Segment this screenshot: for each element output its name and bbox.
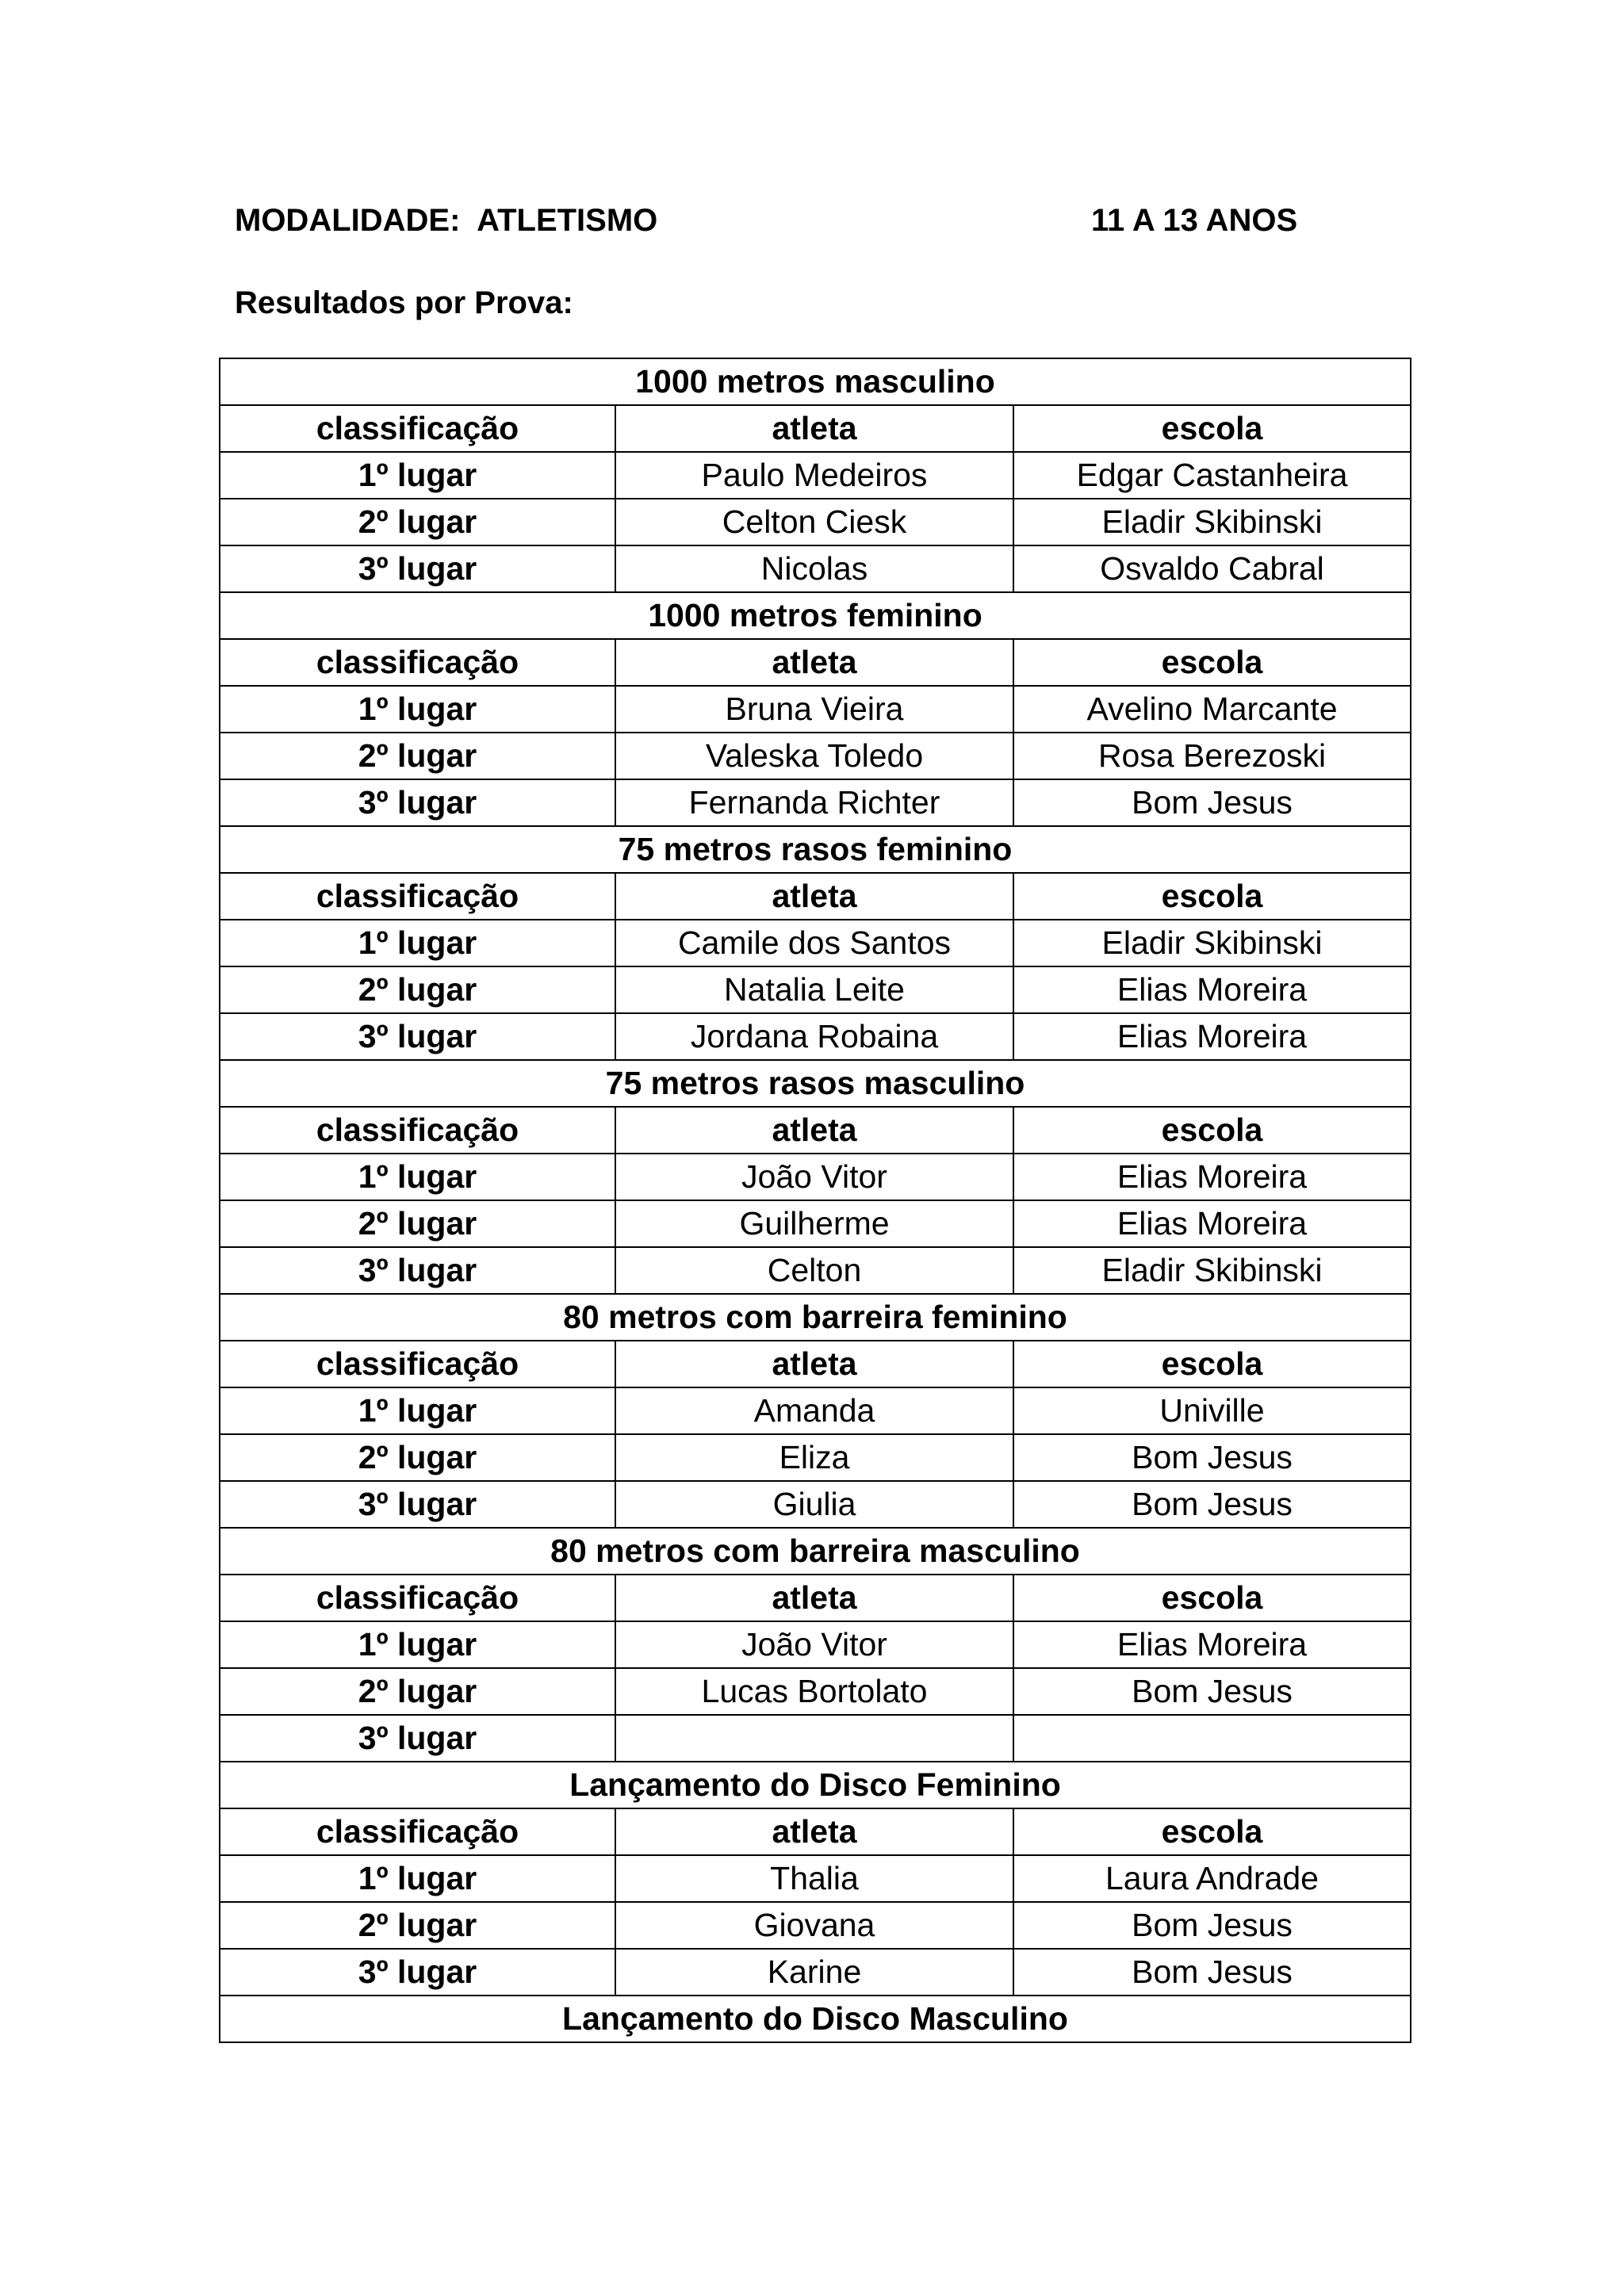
athlete-cell: Valeska Toledo xyxy=(615,733,1013,779)
event-title: Lançamento do Disco Feminino xyxy=(220,1762,1411,1808)
column-header-athlete: atleta xyxy=(615,639,1013,686)
age-range-heading: 11 A 13 ANOS xyxy=(1091,203,1298,238)
event-title-row xyxy=(220,826,1411,873)
table-row xyxy=(220,1387,1411,1434)
athlete-cell: Celton xyxy=(615,1247,1013,1294)
event-title: 75 metros rasos feminino xyxy=(220,826,1411,873)
column-header-row xyxy=(220,405,1411,452)
column-header-classification: classificação xyxy=(220,405,615,452)
school-cell xyxy=(1013,1715,1411,1762)
classification-cell: 1º lugar xyxy=(220,1855,615,1902)
column-header-school: escola xyxy=(1013,639,1411,686)
athlete-cell: Giovana xyxy=(615,1902,1013,1949)
column-header-classification: classificação xyxy=(220,1575,615,1621)
event-title: 1000 metros masculino xyxy=(220,358,1411,405)
event-title-row xyxy=(220,1528,1411,1575)
athlete-cell: Camile dos Santos xyxy=(615,920,1013,966)
column-header-athlete: atleta xyxy=(615,1107,1013,1154)
classification-cell: 3º lugar xyxy=(220,1949,615,1996)
table-row xyxy=(220,545,1411,592)
classification-cell: 3º lugar xyxy=(220,1715,615,1762)
athlete-cell: Fernanda Richter xyxy=(615,779,1013,826)
results-subtitle: Resultados por Prova: xyxy=(235,285,573,320)
classification-cell: 1º lugar xyxy=(220,920,615,966)
athlete-cell: Celton Ciesk xyxy=(615,499,1013,545)
column-header-classification: classificação xyxy=(220,1107,615,1154)
event-title-row xyxy=(220,1762,1411,1808)
classification-cell: 3º lugar xyxy=(220,1247,615,1294)
event-title: 80 metros com barreira feminino xyxy=(220,1294,1411,1341)
results-table-body xyxy=(220,358,1411,2042)
classification-cell: 3º lugar xyxy=(220,1013,615,1060)
event-title-row xyxy=(220,592,1411,639)
column-header-classification: classificação xyxy=(220,873,615,920)
table-row xyxy=(220,1434,1411,1481)
school-cell: Bom Jesus xyxy=(1013,1434,1411,1481)
classification-cell: 1º lugar xyxy=(220,686,615,733)
table-row xyxy=(220,499,1411,545)
school-cell: Osvaldo Cabral xyxy=(1013,545,1411,592)
table-row xyxy=(220,686,1411,733)
table-row xyxy=(220,1247,1411,1294)
athlete-cell: Bruna Vieira xyxy=(615,686,1013,733)
event-title-row xyxy=(220,1060,1411,1107)
table-row xyxy=(220,1855,1411,1902)
column-header-athlete: atleta xyxy=(615,405,1013,452)
school-cell: Elias Moreira xyxy=(1013,1013,1411,1060)
athlete-cell: Paulo Medeiros xyxy=(615,452,1013,499)
school-cell: Eladir Skibinski xyxy=(1013,1247,1411,1294)
athlete-cell: Guilherme xyxy=(615,1200,1013,1247)
table-row xyxy=(220,1481,1411,1528)
column-header-row xyxy=(220,1575,1411,1621)
column-header-school: escola xyxy=(1013,1575,1411,1621)
school-cell: Eladir Skibinski xyxy=(1013,920,1411,966)
school-cell: Rosa Berezoski xyxy=(1013,733,1411,779)
school-cell: Laura Andrade xyxy=(1013,1855,1411,1902)
column-header-athlete: atleta xyxy=(615,873,1013,920)
table-row xyxy=(220,733,1411,779)
column-header-athlete: atleta xyxy=(615,1341,1013,1387)
table-row xyxy=(220,1949,1411,1996)
classification-cell: 2º lugar xyxy=(220,1668,615,1715)
classification-cell: 2º lugar xyxy=(220,1434,615,1481)
school-cell: Avelino Marcante xyxy=(1013,686,1411,733)
column-header-school: escola xyxy=(1013,1808,1411,1855)
table-row xyxy=(220,452,1411,499)
classification-cell: 1º lugar xyxy=(220,1387,615,1434)
classification-cell: 2º lugar xyxy=(220,966,615,1013)
school-cell: Eladir Skibinski xyxy=(1013,499,1411,545)
table-row xyxy=(220,1668,1411,1715)
classification-cell: 2º lugar xyxy=(220,1200,615,1247)
school-cell: Bom Jesus xyxy=(1013,1668,1411,1715)
classification-cell: 3º lugar xyxy=(220,779,615,826)
table-row xyxy=(220,1154,1411,1200)
column-header-school: escola xyxy=(1013,1107,1411,1154)
results-table xyxy=(219,358,1411,2043)
athlete-cell: Lucas Bortolato xyxy=(615,1668,1013,1715)
event-title: 75 metros rasos masculino xyxy=(220,1060,1411,1107)
column-header-school: escola xyxy=(1013,1341,1411,1387)
column-header-athlete: atleta xyxy=(615,1575,1013,1621)
classification-cell: 3º lugar xyxy=(220,545,615,592)
athlete-cell: Amanda xyxy=(615,1387,1013,1434)
table-row xyxy=(220,1200,1411,1247)
athlete-cell: Jordana Robaina xyxy=(615,1013,1013,1060)
table-row xyxy=(220,920,1411,966)
column-header-school: escola xyxy=(1013,873,1411,920)
athlete-cell: Thalia xyxy=(615,1855,1013,1902)
athlete-cell: Eliza xyxy=(615,1434,1013,1481)
athlete-cell: João Vitor xyxy=(615,1154,1013,1200)
column-header-classification: classificação xyxy=(220,639,615,686)
column-header-classification: classificação xyxy=(220,1808,615,1855)
school-cell: Bom Jesus xyxy=(1013,1481,1411,1528)
classification-cell: 2º lugar xyxy=(220,499,615,545)
column-header-row xyxy=(220,1808,1411,1855)
classification-cell: 2º lugar xyxy=(220,733,615,779)
athlete-cell: Giulia xyxy=(615,1481,1013,1528)
event-title: Lançamento do Disco Masculino xyxy=(220,1996,1411,2042)
athlete-cell: Nicolas xyxy=(615,545,1013,592)
athlete-cell xyxy=(615,1715,1013,1762)
column-header-school: escola xyxy=(1013,405,1411,452)
school-cell: Edgar Castanheira xyxy=(1013,452,1411,499)
table-row xyxy=(220,1715,1411,1762)
event-title: 80 metros com barreira masculino xyxy=(220,1528,1411,1575)
event-title-row xyxy=(220,358,1411,405)
table-row xyxy=(220,1621,1411,1668)
column-header-row xyxy=(220,639,1411,686)
table-row xyxy=(220,966,1411,1013)
table-row xyxy=(220,779,1411,826)
athlete-cell: João Vitor xyxy=(615,1621,1013,1668)
modalidade-heading: MODALIDADE: ATLETISMO xyxy=(235,203,658,238)
column-header-athlete: atleta xyxy=(615,1808,1013,1855)
school-cell: Bom Jesus xyxy=(1013,1902,1411,1949)
event-title: 1000 metros feminino xyxy=(220,592,1411,639)
school-cell: Univille xyxy=(1013,1387,1411,1434)
school-cell: Bom Jesus xyxy=(1013,1949,1411,1996)
classification-cell: 1º lugar xyxy=(220,452,615,499)
column-header-classification: classificação xyxy=(220,1341,615,1387)
athlete-cell: Natalia Leite xyxy=(615,966,1013,1013)
school-cell: Elias Moreira xyxy=(1013,1621,1411,1668)
school-cell: Bom Jesus xyxy=(1013,779,1411,826)
school-cell: Elias Moreira xyxy=(1013,966,1411,1013)
school-cell: Elias Moreira xyxy=(1013,1154,1411,1200)
table-row xyxy=(220,1902,1411,1949)
classification-cell: 1º lugar xyxy=(220,1154,615,1200)
column-header-row xyxy=(220,873,1411,920)
table-row xyxy=(220,1013,1411,1060)
classification-cell: 3º lugar xyxy=(220,1481,615,1528)
school-cell: Elias Moreira xyxy=(1013,1200,1411,1247)
classification-cell: 2º lugar xyxy=(220,1902,615,1949)
event-title-row xyxy=(220,1294,1411,1341)
event-title-row xyxy=(220,1996,1411,2042)
athlete-cell: Karine xyxy=(615,1949,1013,1996)
column-header-row xyxy=(220,1341,1411,1387)
classification-cell: 1º lugar xyxy=(220,1621,615,1668)
column-header-row xyxy=(220,1107,1411,1154)
